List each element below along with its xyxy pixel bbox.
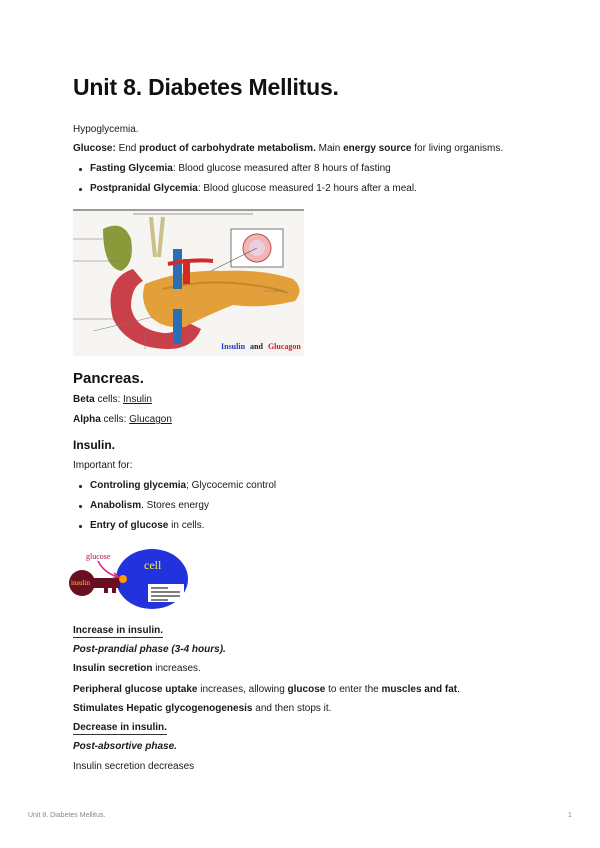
postabsortive-phase: Post-absortive phase.	[73, 741, 177, 752]
list-item-bold: Controling glycemia	[90, 480, 187, 491]
glucose-key-label: glucose	[86, 552, 111, 561]
list-item	[73, 519, 276, 533]
decrease-heading-text: Decrease in insulin.	[73, 722, 167, 733]
list-item-text: ; Glycocemic control	[186, 480, 277, 491]
glucose-bold-1: product of carbohydrate metabolism.	[139, 143, 316, 154]
glycemia-list	[73, 162, 417, 196]
uptake-text-2: to enter the	[325, 684, 382, 695]
page-title: Unit 8. Diabetes Mellitus.	[73, 74, 339, 100]
insulin-cell-image	[68, 547, 190, 611]
glucose-label: Glucose:	[73, 143, 116, 154]
increase-heading	[73, 624, 163, 638]
glucagon-caption: Glucagon	[267, 342, 301, 351]
list-item-bold: Anabolism	[90, 500, 142, 511]
peripheral-uptake	[73, 683, 460, 697]
pancreas-image	[73, 209, 304, 356]
hepatic-text: and then stops it.	[252, 703, 332, 714]
alpha-label: Alpha	[73, 414, 101, 425]
alpha-cells-line	[73, 413, 172, 427]
svg-text:Insulin and Glucagon	[221, 342, 301, 351]
insulin-secretion-increase	[73, 662, 201, 676]
decrease-heading	[73, 721, 167, 735]
secretion-bold: Insulin secretion	[73, 663, 153, 674]
list-item-bold: Postpranidal Glycemia	[90, 183, 198, 194]
insulin-caption: Insulin	[221, 342, 246, 351]
secretion-text: increases.	[152, 663, 201, 674]
list-item-bold: Entry of glucose	[90, 520, 169, 531]
postprandial-phase: Post-prandial phase (3-4 hours).	[73, 644, 226, 655]
insulin-list	[73, 479, 276, 533]
list-item-text: in cells.	[168, 520, 205, 531]
beta-label: Beta	[73, 394, 95, 405]
footer-title: Unit 8. Diabetes Mellitus.	[28, 812, 106, 819]
hepatic-bold: Stimulates Hepatic glycogenogenesis	[73, 703, 253, 714]
beta-cells-line	[73, 393, 152, 407]
uptake-text-1: increases, allowing	[197, 684, 288, 695]
glucose-definition	[73, 142, 503, 156]
insulin-secretion-decrease: Insulin secretion decreases	[73, 761, 195, 772]
list-item-text: . Stores energy	[141, 500, 209, 511]
alpha-text: cells:	[100, 414, 130, 425]
glucose-text-2: Main	[315, 143, 344, 154]
uptake-bold-1: Peripheral glucose uptake	[73, 684, 198, 695]
increase-heading-text: Increase in insulin.	[73, 625, 164, 636]
alpha-link[interactable]: Glucagon	[129, 414, 172, 425]
list-item-text: : Blood glucose measured 1-2 hours after a meal.	[197, 183, 417, 194]
page-number: 1	[568, 812, 572, 819]
insulin-intro: Important for:	[73, 460, 133, 471]
list-item	[73, 162, 417, 176]
cell-label: cell	[144, 558, 162, 572]
list-item-bold: Fasting Glycemia	[90, 163, 173, 174]
list-item	[73, 479, 276, 493]
uptake-bold-3: muscles and fat	[381, 684, 458, 695]
glucose-bold-2: energy source	[343, 143, 412, 154]
uptake-bold-2: glucose	[287, 684, 326, 695]
pancreas-heading: Pancreas.	[73, 370, 144, 387]
insulin-key-label: insulin	[71, 579, 91, 587]
glucose-text-3: for living organisms.	[411, 143, 504, 154]
uptake-text-3: .	[457, 684, 460, 695]
list-item	[73, 182, 417, 196]
beta-link[interactable]: Insulin	[123, 394, 152, 405]
hypoglycemia-text: Hypoglycemia.	[73, 124, 139, 135]
and-caption: and	[250, 342, 263, 351]
beta-text: cells:	[94, 394, 124, 405]
hepatic-glycogenogenesis	[73, 702, 331, 716]
glucose-text-1: End	[115, 143, 140, 154]
list-item	[73, 499, 276, 513]
insulin-heading: Insulin.	[73, 438, 115, 452]
list-item-text: : Blood glucose measured after 8 hours of fasting	[172, 163, 391, 174]
